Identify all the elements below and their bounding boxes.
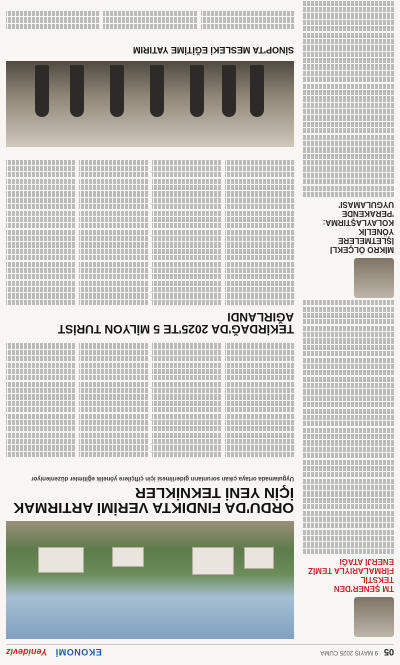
- issue-date: 9 MAYIS 2025 CUMA: [320, 649, 378, 655]
- sinop-story-body: [6, 5, 294, 29]
- headline-main: ORDU'DA FINDIKTA VERİMİ ARTIRMAK İÇİN YENİ TEKNİKLER: [13, 484, 294, 516]
- training-group-photo: [6, 61, 294, 147]
- story1-title: TM ŞENER'DEN TEKSTİL FİRMALARIYLA TEMİZ ENERJİ ATAĞI: [308, 557, 394, 593]
- headline-sinop: SİNOP'TA MESLEKİ EĞİTİME YATIRIM: [133, 45, 294, 55]
- story2-body: [302, 0, 394, 197]
- left-column: [302, 10, 394, 639]
- author-photo-2: [354, 258, 394, 298]
- main-column: [6, 10, 294, 639]
- main-story-body: [6, 339, 294, 457]
- headline-deck: Uygulamada ortaya çıkan sorunların giderilmesi için çiftçilere yönelik eğitimler düzenleniyor: [31, 475, 294, 481]
- story2-title: MİKRO ÖLÇEKLİ İŞLETMELERE YÖNELİK KOLAYLAŞTIRMA: 'PERAKENDE UYGULAMASI': [322, 200, 394, 255]
- page-number: 05: [383, 647, 394, 657]
- hazelnut-region-photo: [6, 521, 294, 639]
- section-name: EKONOMİ: [55, 647, 102, 657]
- page-header: [6, 644, 394, 659]
- headline-tekirdag: TEKİRDAĞ'DA 2025'TE 5 MİLYON TURİST AĞIRLANDI: [57, 310, 294, 336]
- story1-body: [302, 300, 394, 554]
- author-photo-1: [354, 597, 394, 637]
- newspaper-logo: Yenideviz: [6, 647, 48, 657]
- tekirdag-story-body: [6, 155, 294, 305]
